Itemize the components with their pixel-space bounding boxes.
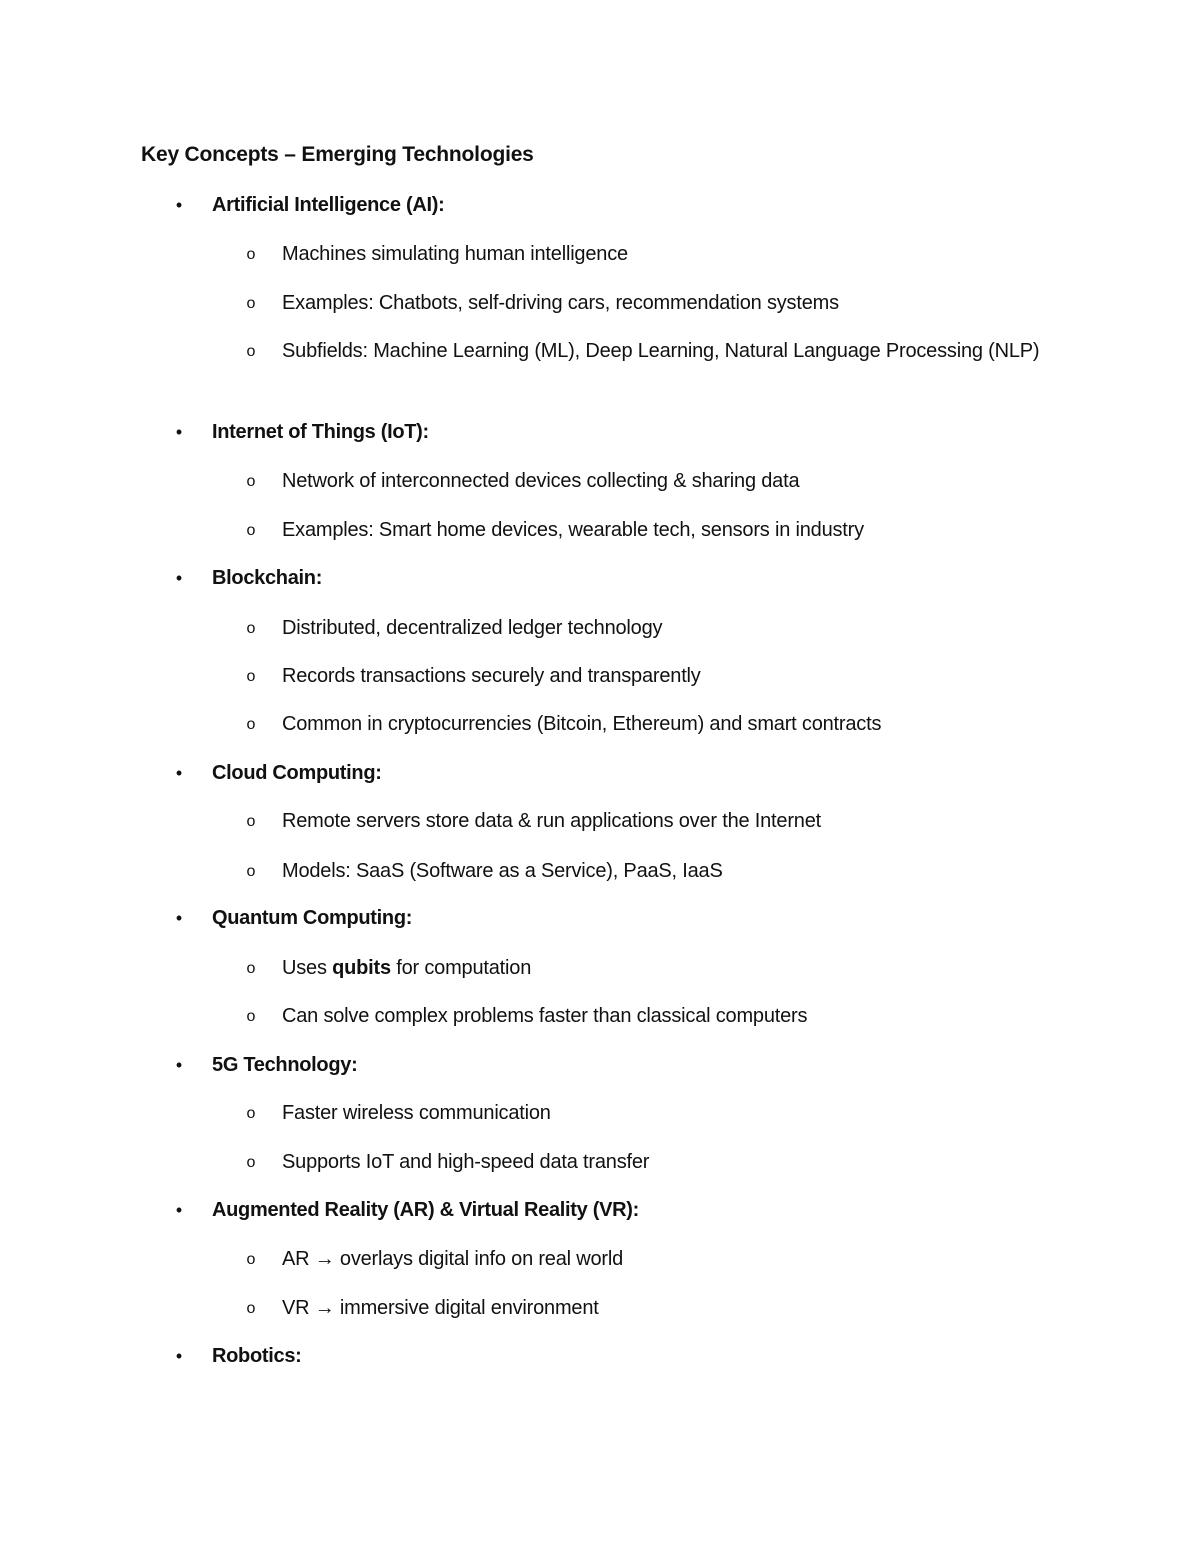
sub-bullet-icon: o xyxy=(246,1008,256,1025)
bullet-icon: • xyxy=(175,908,183,928)
sub-bullet-icon: o xyxy=(246,246,256,263)
section-title: Cloud Computing: xyxy=(212,762,382,784)
bullet-icon: • xyxy=(175,568,183,588)
list-item-text: Models: SaaS (Software as a Service), PaaS, IaaS xyxy=(282,860,723,882)
bullet-icon: • xyxy=(175,1055,183,1075)
list-item-text: AR → overlays digital info on real world xyxy=(282,1248,624,1270)
section-title: Quantum Computing: xyxy=(212,907,413,929)
list-item-text: Examples: Chatbots, self-driving cars, recommendation systems xyxy=(282,292,839,314)
section-title: 5G Technology: xyxy=(212,1054,358,1076)
section-title: Robotics: xyxy=(212,1345,302,1367)
sub-bullet-icon: o xyxy=(246,1251,256,1268)
list-item-text: Distributed, decentralized ledger technology xyxy=(282,617,663,639)
bullet-icon: • xyxy=(175,422,183,442)
list-item-text: Faster wireless communication xyxy=(282,1102,551,1124)
list-item-text: Supports IoT and high-speed data transfer xyxy=(282,1151,650,1173)
sub-bullet-icon: o xyxy=(246,343,256,360)
sub-bullet-icon: o xyxy=(246,295,256,312)
bullet-icon: • xyxy=(175,1346,183,1366)
sub-bullet-icon: o xyxy=(246,1105,256,1122)
sub-bullet-icon: o xyxy=(246,473,256,490)
list-item-text: Machines simulating human intelligence xyxy=(282,243,628,265)
list-item-text: Examples: Smart home devices, wearable tech, sensors in industry xyxy=(282,519,864,541)
sub-bullet-icon: o xyxy=(246,620,256,637)
sub-bullet-icon: o xyxy=(246,813,256,830)
section-title: Internet of Things (IoT): xyxy=(212,421,429,443)
bullet-icon: • xyxy=(175,763,183,783)
list-item-text: Records transactions securely and transparently xyxy=(282,665,701,687)
sub-bullet-icon: o xyxy=(246,668,256,685)
bullet-icon: • xyxy=(175,1200,183,1220)
list-item-text: Remote servers store data & run applications over the Internet xyxy=(282,810,821,832)
sub-bullet-icon: o xyxy=(246,960,256,977)
text-fragment: Uses xyxy=(282,957,333,979)
sub-bullet-icon: o xyxy=(246,1300,256,1317)
sub-bullet-icon: o xyxy=(246,716,256,733)
sub-bullet-icon: o xyxy=(246,863,256,880)
list-item-text: Network of interconnected devices collecting & sharing data xyxy=(282,470,800,492)
list-item-text: VR → immersive digital environment xyxy=(282,1297,599,1319)
emphasized-term: qubits xyxy=(332,957,391,979)
bullet-icon: • xyxy=(175,195,183,215)
list-item-text: Common in cryptocurrencies (Bitcoin, Ethereum) and smart contracts xyxy=(282,713,882,735)
sub-bullet-icon: o xyxy=(246,1154,256,1171)
list-item-text: Can solve complex problems faster than classical computers xyxy=(282,1005,808,1027)
section-title: Augmented Reality (AR) & Virtual Reality (VR): xyxy=(212,1199,640,1221)
list-item-text: Subfields: Machine Learning (ML), Deep Learning, Natural Language Processing (NLP) xyxy=(282,340,1040,362)
section-title: Blockchain: xyxy=(212,567,323,589)
text-fragment: for computation xyxy=(390,957,532,979)
list-item-text xyxy=(282,952,1062,984)
document-title: Key Concepts – Emerging Technologies xyxy=(141,143,534,166)
section-title: Artificial Intelligence (AI): xyxy=(212,194,445,216)
sub-bullet-icon: o xyxy=(246,522,256,539)
